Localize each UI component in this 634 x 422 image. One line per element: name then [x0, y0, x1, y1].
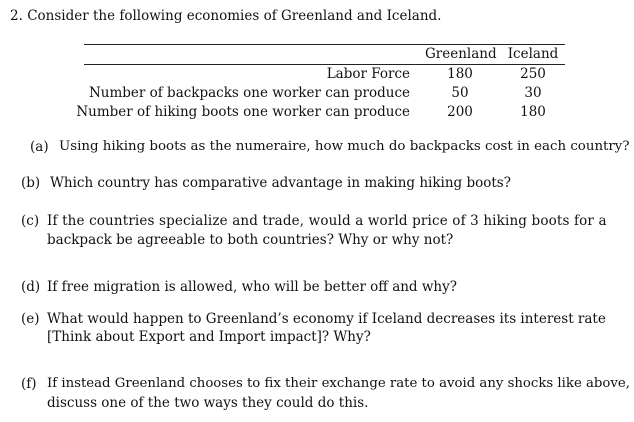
question-text: [Think about Export and Import impact]? Why? — [47, 329, 371, 345]
cell-value: 30 — [524, 85, 542, 101]
cell-value: 250 — [520, 66, 546, 82]
question-text: If free migration is allowed, who will be better off and why? — [47, 279, 457, 295]
column-header-greenland: Greenland — [425, 46, 497, 62]
question-text: discuss one of the two ways they could do this. — [47, 395, 369, 411]
table-top-rule — [84, 44, 565, 45]
column-header-iceland: Iceland — [507, 46, 559, 62]
question-letter: (c) — [21, 213, 40, 229]
problem-statement: Consider the following economies of Greenland and Iceland. — [27, 8, 442, 24]
question-text: Which country has comparative advantage in making hiking boots? — [50, 175, 511, 191]
row-label: Number of hiking boots one worker can produce — [76, 104, 410, 120]
problem-number: 2. — [10, 8, 23, 24]
row-label: Labor Force — [326, 66, 410, 82]
cell-value: 180 — [447, 66, 473, 82]
cell-value: 200 — [447, 104, 473, 120]
cell-value: 180 — [520, 104, 546, 120]
question-text: What would happen to Greenland’s economy if Iceland decreases its interest rate — [47, 311, 606, 327]
question-text: If instead Greenland chooses to fix their exchange rate to avoid any shocks like above, — [47, 376, 630, 391]
table-header-rule — [84, 64, 565, 65]
question-letter: (d) — [21, 279, 41, 295]
question-text: If the countries specialize and trade, would a world price of 3 hiking boots for a — [47, 213, 607, 229]
question-letter: (e) — [21, 311, 40, 327]
question-letter: (f) — [21, 376, 37, 392]
question-text: Using hiking boots as the numeraire, how much do backpacks cost in each country? — [59, 139, 630, 154]
question-text: backpack be agreeable to both countries? Why or why not? — [47, 232, 454, 248]
question-letter: (b) — [21, 175, 41, 191]
cell-value: 50 — [451, 85, 469, 101]
row-label: Number of backpacks one worker can produce — [88, 85, 410, 101]
problem-heading — [10, 8, 441, 24]
question-letter: (a) — [30, 139, 49, 155]
